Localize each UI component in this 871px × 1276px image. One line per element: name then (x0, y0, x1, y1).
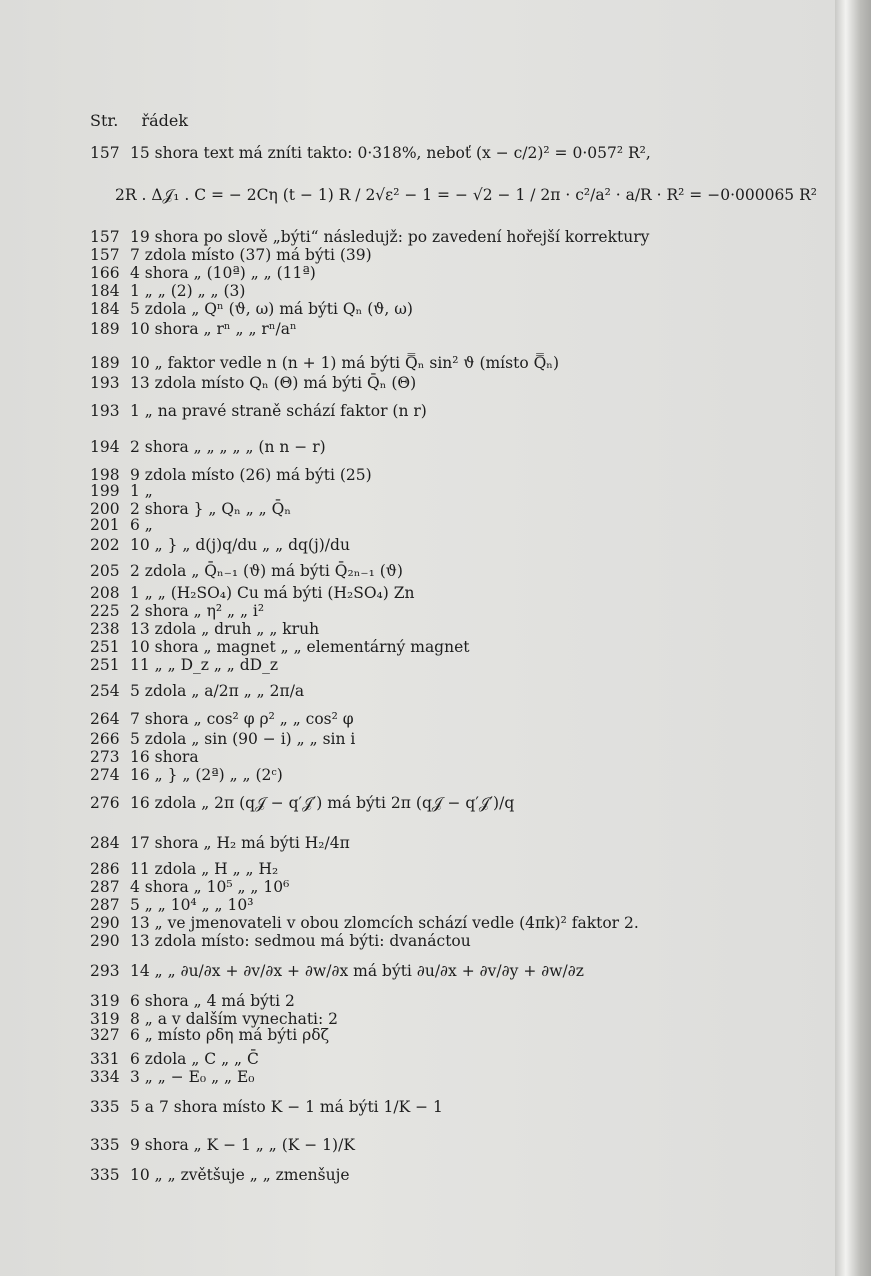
errata-page-number: 276 (90, 794, 120, 812)
errata-line-text: 8 „ a v dalším vynechati: 2 (130, 1010, 339, 1028)
errata-page-number: 335 (90, 1098, 120, 1116)
errata-page-number: 166 (90, 264, 120, 282)
errata-line-text: 7 zdola místo (37) má býti (39) (130, 246, 372, 264)
errata-line-text: 2R . Δ𝒥₁ . C = − 2Cη (t − 1) R / 2√ε² − 1 = − √2 − 1 / 2π · c²/a² · a/R · R² = −0·000065 R² (115, 186, 817, 204)
table-header (90, 111, 206, 130)
errata-line-text: 6 shora „ 4 má býti 2 (130, 992, 295, 1010)
errata-line-text: 5 „ „ 10⁴ „ „ 10³ (130, 896, 254, 914)
errata-page-number: 251 (90, 656, 120, 674)
errata-line-text: 4 shora „ 10⁵ „ „ 10⁶ (130, 878, 290, 896)
errata-line-text: 5 a 7 shora místo K − 1 má býti 1/K − 1 (130, 1098, 443, 1116)
errata-page-number: 194 (90, 438, 120, 456)
errata-line-text: 2 zdola „ Q̄ₙ₋₁ (ϑ) má býti Q̄₂ₙ₋₁ (ϑ) (130, 562, 403, 580)
errata-page-number: 198 (90, 466, 120, 484)
errata-line-text: 13 „ ve jmenovateli v obou zlomcích schází vedle (4πk)² faktor 2. (130, 914, 639, 932)
errata-page-number: 266 (90, 730, 120, 748)
errata-line-text: 11 zdola „ H „ „ H₂ (130, 860, 279, 878)
errata-page-number: 205 (90, 562, 120, 580)
errata-page-number: 202 (90, 536, 120, 554)
errata-line-text: 1 „ (130, 482, 153, 500)
errata-line-text: 13 zdola místo: sedmou má býti: dvanáctou (130, 932, 471, 950)
errata-line-text: 16 „ } „ (2ª) „ „ (2ᶜ) (130, 766, 283, 784)
errata-page-number: 254 (90, 682, 120, 700)
errata-page-number: 290 (90, 932, 120, 950)
errata-page-number: 319 (90, 1010, 120, 1028)
errata-line-text: 15 shora text má zníti takto: 0·318%, neboť (x − c/2)² = 0·057² R², (130, 144, 651, 162)
errata-page-number: 201 (90, 516, 120, 534)
errata-line-text: 10 „ faktor vedle n (n + 1) má býti Q̿ₙ sin² ϑ (místo Q̿ₙ) (130, 354, 560, 372)
errata-page-number: 293 (90, 962, 120, 980)
errata-page-number: 273 (90, 748, 120, 766)
errata-page-number: 274 (90, 766, 120, 784)
errata-line-text: 2 shora „ η² „ „ i² (130, 602, 265, 620)
errata-line-text: 10 „ „ zvětšuje „ „ zmenšuje (130, 1166, 350, 1184)
errata-page-number: 335 (90, 1136, 120, 1154)
errata-line-text: 6 „ (130, 516, 153, 534)
errata-page-number: 264 (90, 710, 120, 728)
errata-line-text: 3 „ „ − E₀ „ „ E₀ (130, 1068, 255, 1086)
errata-page-number: 251 (90, 638, 120, 656)
errata-line-text: 19 shora po slově „býti“ následujž: po zavedení hořejší korrektury (130, 228, 650, 246)
errata-line-text: 9 shora „ K − 1 „ „ (K − 1)/K (130, 1136, 355, 1154)
errata-page-number: 238 (90, 620, 120, 638)
errata-line-text: 4 shora „ (10ª) „ „ (11ª) (130, 264, 316, 282)
errata-line-text: 9 zdola místo (26) má býti (25) (130, 466, 372, 484)
errata-page-number: 184 (90, 282, 120, 300)
errata-line-text: 2 shora } „ Qₙ „ „ Q̄ₙ (130, 500, 292, 518)
errata-page-number: 157 (90, 144, 120, 162)
errata-line-text: 1 „ na pravé straně schází faktor (n r) (130, 402, 427, 420)
column-header-page: Str. (90, 111, 119, 130)
errata-page-number: 200 (90, 500, 120, 518)
errata-page-number: 287 (90, 896, 120, 914)
errata-line-text: 16 shora (130, 748, 199, 766)
errata-page-number: 225 (90, 602, 120, 620)
errata-page-number: 193 (90, 374, 120, 392)
errata-page-number: 334 (90, 1068, 120, 1086)
errata-line-text: 17 shora „ H₂ má býti H₂/4π (130, 834, 350, 852)
errata-line-text: 11 „ „ D_z „ „ dD_z (130, 656, 279, 674)
errata-page-number: 208 (90, 584, 120, 602)
errata-line-text: 10 shora „ rⁿ „ „ rⁿ/aⁿ (130, 320, 297, 338)
errata-line-text: 16 zdola „ 2π (q𝒥 − q′𝒥′) má býti 2π (q𝒥 − q′𝒥′)/q (130, 794, 515, 812)
errata-line-text: 1 „ „ (2) „ „ (3) (130, 282, 246, 300)
errata-page-number: 327 (90, 1026, 120, 1044)
errata-line-text: 6 zdola „ C „ „ C̄ (130, 1050, 259, 1068)
errata-page-number: 290 (90, 914, 120, 932)
errata-line-text: 5 zdola „ a/2π „ „ 2π/a (130, 682, 305, 700)
errata-line-text: 7 shora „ cos² φ ρ² „ „ cos² φ (130, 710, 354, 728)
errata-page-number: 184 (90, 300, 120, 318)
errata-page-number: 331 (90, 1050, 120, 1068)
errata-line-text: 14 „ „ ∂u/∂x + ∂v/∂x + ∂w/∂x má býti ∂u/∂x + ∂v/∂y + ∂w/∂z (130, 962, 584, 980)
errata-line-text: 2 shora „ „ „ „ „ (n n − r) (130, 438, 326, 456)
errata-line-text: 1 „ „ (H₂SO₄) Cu má býti (H₂SO₄) Zn (130, 584, 415, 602)
errata-page-number: 319 (90, 992, 120, 1010)
errata-page-number: 189 (90, 320, 120, 338)
errata-line-text: 5 zdola „ Qⁿ (ϑ, ω) má býti Qₙ (ϑ, ω) (130, 300, 413, 318)
errata-page-number: 193 (90, 402, 120, 420)
errata-page-number: 189 (90, 354, 120, 372)
book-spine-shadow (835, 0, 871, 1276)
errata-line-text: 13 zdola místo Qₙ (Θ) má býti Q̄ₙ (Θ) (130, 374, 417, 392)
errata-page-number: 286 (90, 860, 120, 878)
errata-page-number: 157 (90, 228, 120, 246)
errata-line-text: 6 „ místo ρδη má býti ρδζ (130, 1026, 330, 1044)
errata-page-number: 157 (90, 246, 120, 264)
errata-page-number: 199 (90, 482, 120, 500)
errata-line-text: 13 zdola „ druh „ „ kruh (130, 620, 320, 638)
errata-line-text: 5 zdola „ sin (90 − i) „ „ sin i (130, 730, 356, 748)
errata-page-number: 287 (90, 878, 120, 896)
column-header-line: řádek (141, 111, 189, 130)
errata-line-text: 10 „ } „ d(j)q/du „ „ dq(j)/du (130, 536, 350, 554)
errata-page-number: 284 (90, 834, 120, 852)
errata-line-text: 10 shora „ magnet „ „ elementárný magnet (130, 638, 470, 656)
errata-page-number: 335 (90, 1166, 120, 1184)
